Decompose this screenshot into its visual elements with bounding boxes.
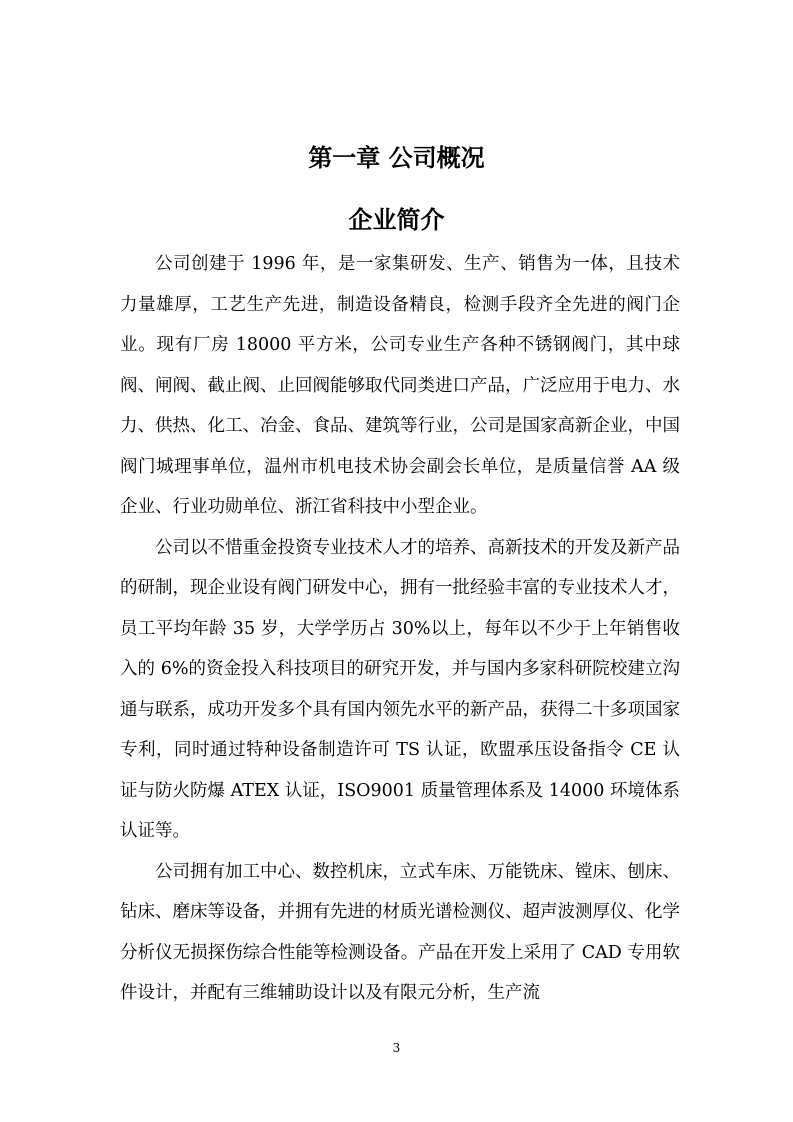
section-title: 企业简介 (348, 205, 445, 234)
paragraph-company-founding: 公司创建于 1996 年，是一家集研发、生产、销售为一体，且技术力量雄厚，工艺生产先进，制造设备精良，检测手段齐全先进的阀门企业。现有厂房 18000 平方米，公司专业生产各种不锈钢阀门，其中球阀、闸阀、截止阀、止回阀能够取代同类进口产品，广泛应用于电力、水力、供热、化工、冶金、食品、建筑等行业，公司是国家高新企业，中国阀门城理事单位，温州市机电技术协会副会长单位，是质量信誉 AA 级企业、行业功勋单位、浙江省科技中小型企业。 (120, 254, 680, 517)
paragraph-research-development: 公司以不惜重金投资专业技术人才的培养、高新技术的开发及新产品的研制，现企业设有阀门研发中心，拥有一批经验丰富的专业技术人才，员工平均年龄 35 岁，大学学历占 30%以上，每年以不少于上年销售收入的 6%的资金投入科技项目的研究开发，并与国内多家科研院校建立沟通与联系，成功开发多个具有国内领先水平的新产品，获得二十多项国家专利，同时通过特种设备制造许可 TS 认证，欧盟承压设备指令 CE 认证与防火防爆 ATEX 认证，ISO9001 质量管理体系及 14000 环境体系认证等。 (120, 537, 680, 841)
page-number: 3 (392, 1041, 401, 1055)
chapter-title: 第一章 公司概况 (308, 143, 485, 172)
body-text (120, 244, 680, 1014)
paragraph-equipment: 公司拥有加工中心、数控机床，立式车床、万能铣床、镗床、刨床、钻床、磨床等设备，并拥有先进的材质光谱检测仪、超声波测厚仪、化学分析仪无损探伤综合性能等检测设备。产品在开发上采用了 CAD 专用软件设计，并配有三维辅助设计以及有限元分析，生产流 (120, 861, 680, 1003)
